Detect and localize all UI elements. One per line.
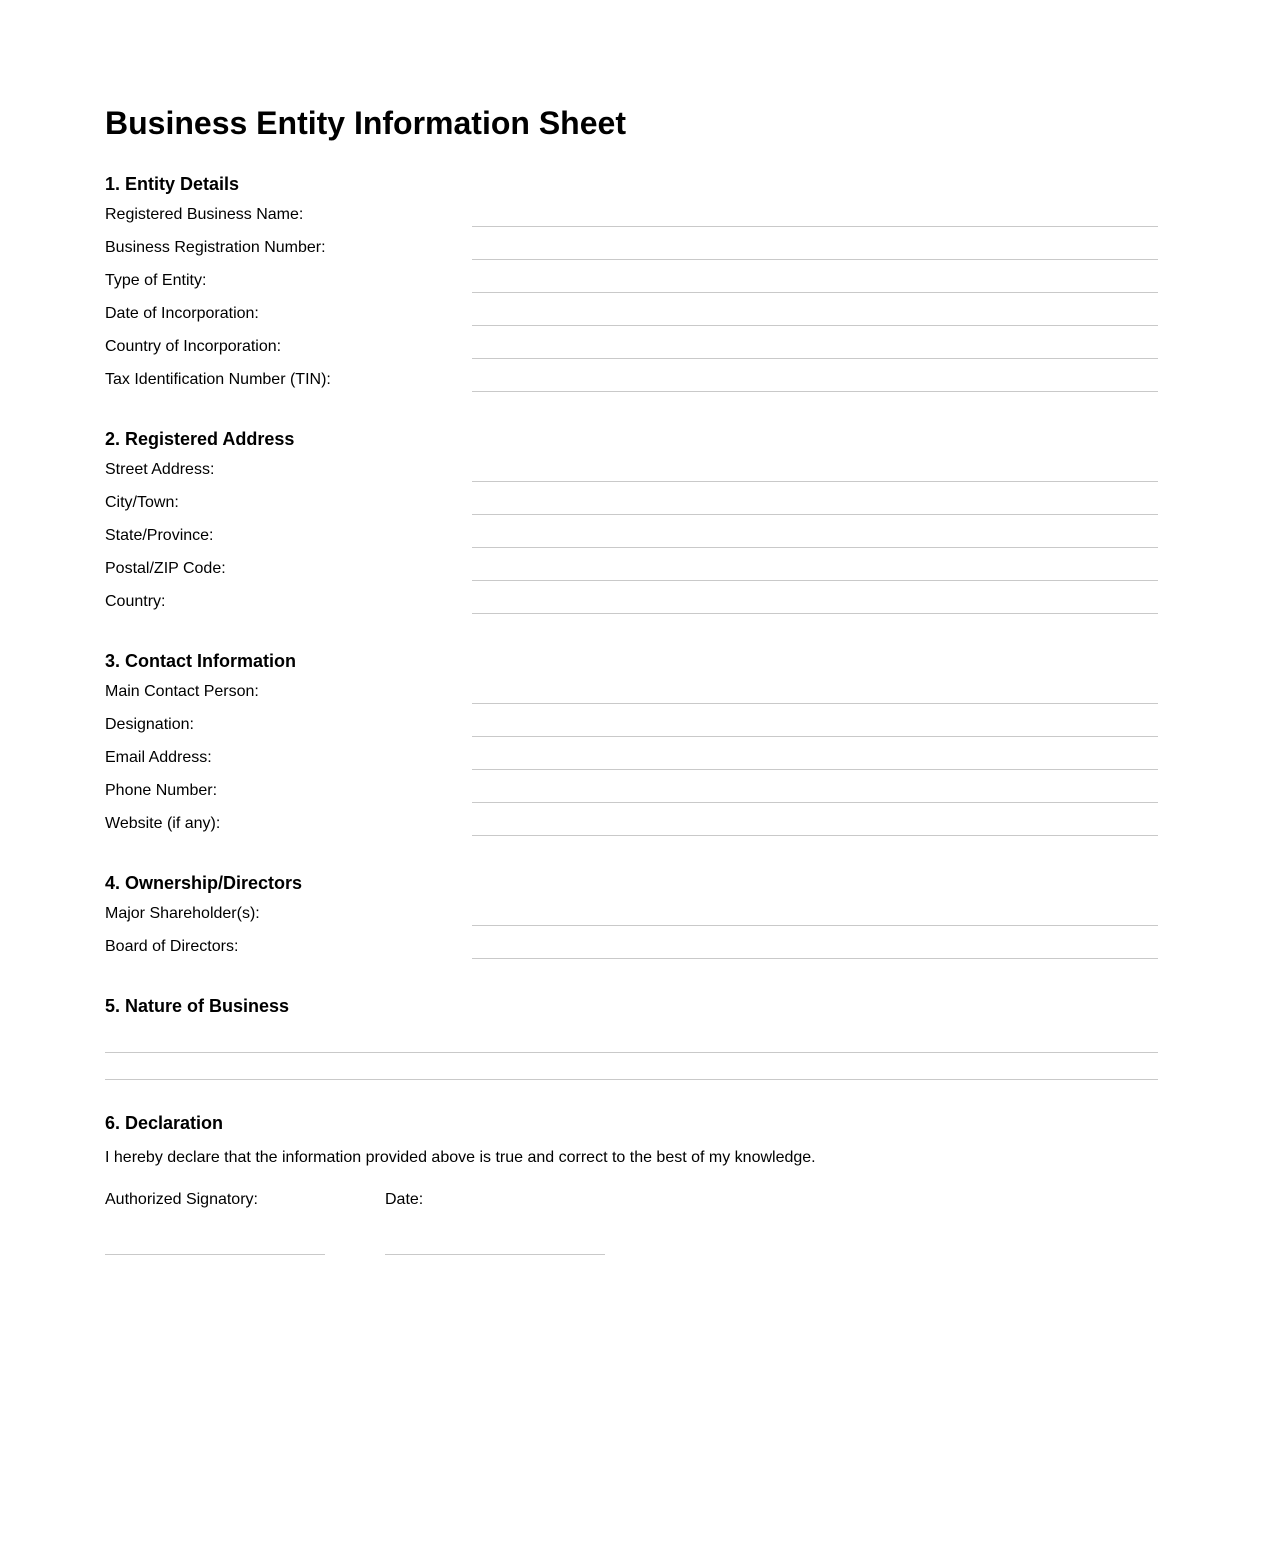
field-designation bbox=[105, 710, 1158, 743]
field-major-shareholders bbox=[105, 899, 1158, 932]
board-of-directors-input[interactable] bbox=[472, 958, 1158, 959]
field-phone-number bbox=[105, 776, 1158, 809]
field-label: Main Contact Person: bbox=[105, 683, 259, 700]
section-heading: 6. Declaration bbox=[105, 1113, 224, 1133]
field-label: Country of Incorporation: bbox=[105, 338, 282, 355]
field-postal-zip-code bbox=[105, 554, 1158, 587]
section-heading: 4. Ownership/Directors bbox=[105, 873, 303, 893]
type-of-entity-input[interactable] bbox=[472, 292, 1158, 293]
field-label: Business Registration Number: bbox=[105, 239, 326, 256]
date-block bbox=[385, 1190, 605, 1209]
field-label: Country: bbox=[105, 593, 166, 610]
date-label: Date: bbox=[385, 1191, 424, 1208]
document-title: Business Entity Information Sheet bbox=[105, 105, 626, 141]
field-state-province bbox=[105, 521, 1158, 554]
field-label: Date of Incorporation: bbox=[105, 305, 259, 322]
field-label: Registered Business Name: bbox=[105, 206, 304, 223]
street-address-input[interactable] bbox=[472, 481, 1158, 482]
field-board-of-directors bbox=[105, 932, 1158, 965]
city-town-input[interactable] bbox=[472, 514, 1158, 515]
field-business-registration-number bbox=[105, 233, 1158, 266]
tax-identification-number-input[interactable] bbox=[472, 391, 1158, 392]
section-declaration bbox=[105, 1112, 1158, 1272]
business-registration-number-input[interactable] bbox=[472, 259, 1158, 260]
section-nature-of-business bbox=[105, 995, 1158, 1085]
major-shareholders-input[interactable] bbox=[472, 925, 1158, 926]
section-heading: 5. Nature of Business bbox=[105, 996, 290, 1016]
country-of-incorporation-input[interactable] bbox=[472, 358, 1158, 359]
field-label: Website (if any): bbox=[105, 815, 221, 832]
field-label: City/Town: bbox=[105, 494, 179, 511]
state-province-input[interactable] bbox=[472, 547, 1158, 548]
field-label: Email Address: bbox=[105, 749, 212, 766]
field-website bbox=[105, 809, 1158, 842]
section-contact-information bbox=[105, 650, 1158, 842]
declaration-text: I hereby declare that the information provided above is true and correct to the best of my knowledge. bbox=[105, 1149, 816, 1166]
nature-of-business-line-1[interactable] bbox=[105, 1052, 1158, 1053]
date-line[interactable] bbox=[385, 1254, 605, 1255]
field-label: Major Shareholder(s): bbox=[105, 905, 260, 922]
field-label: State/Province: bbox=[105, 527, 214, 544]
field-main-contact-person bbox=[105, 677, 1158, 710]
field-label: Tax Identification Number (TIN): bbox=[105, 371, 331, 388]
field-date-of-incorporation bbox=[105, 299, 1158, 332]
field-label: Board of Directors: bbox=[105, 938, 239, 955]
section-entity-details bbox=[105, 173, 1158, 398]
field-label: Phone Number: bbox=[105, 782, 218, 799]
designation-input[interactable] bbox=[472, 736, 1158, 737]
country-input[interactable] bbox=[472, 613, 1158, 614]
section-registered-address bbox=[105, 428, 1158, 620]
field-street-address bbox=[105, 455, 1158, 488]
field-label: Designation: bbox=[105, 716, 194, 733]
field-country-of-incorporation bbox=[105, 332, 1158, 365]
field-label: Street Address: bbox=[105, 461, 215, 478]
email-address-input[interactable] bbox=[472, 769, 1158, 770]
section-heading: 2. Registered Address bbox=[105, 429, 295, 449]
registered-business-name-input[interactable] bbox=[472, 226, 1158, 227]
website-input[interactable] bbox=[472, 835, 1158, 836]
field-email-address bbox=[105, 743, 1158, 776]
field-label: Type of Entity: bbox=[105, 272, 207, 289]
date-of-incorporation-input[interactable] bbox=[472, 325, 1158, 326]
authorized-signatory-label: Authorized Signatory: bbox=[105, 1191, 258, 1208]
nature-of-business-line-2[interactable] bbox=[105, 1079, 1158, 1080]
authorized-signatory-line[interactable] bbox=[105, 1254, 325, 1255]
field-country bbox=[105, 587, 1158, 620]
postal-zip-code-input[interactable] bbox=[472, 580, 1158, 581]
phone-number-input[interactable] bbox=[472, 802, 1158, 803]
section-heading: 3. Contact Information bbox=[105, 651, 297, 671]
section-ownership-directors bbox=[105, 872, 1158, 965]
section-heading: 1. Entity Details bbox=[105, 174, 240, 194]
field-type-of-entity bbox=[105, 266, 1158, 299]
field-city-town bbox=[105, 488, 1158, 521]
field-tax-identification-number bbox=[105, 365, 1158, 398]
main-contact-person-input[interactable] bbox=[472, 703, 1158, 704]
field-label: Postal/ZIP Code: bbox=[105, 560, 226, 577]
field-registered-business-name bbox=[105, 200, 1158, 233]
authorized-signatory-block bbox=[105, 1190, 325, 1209]
